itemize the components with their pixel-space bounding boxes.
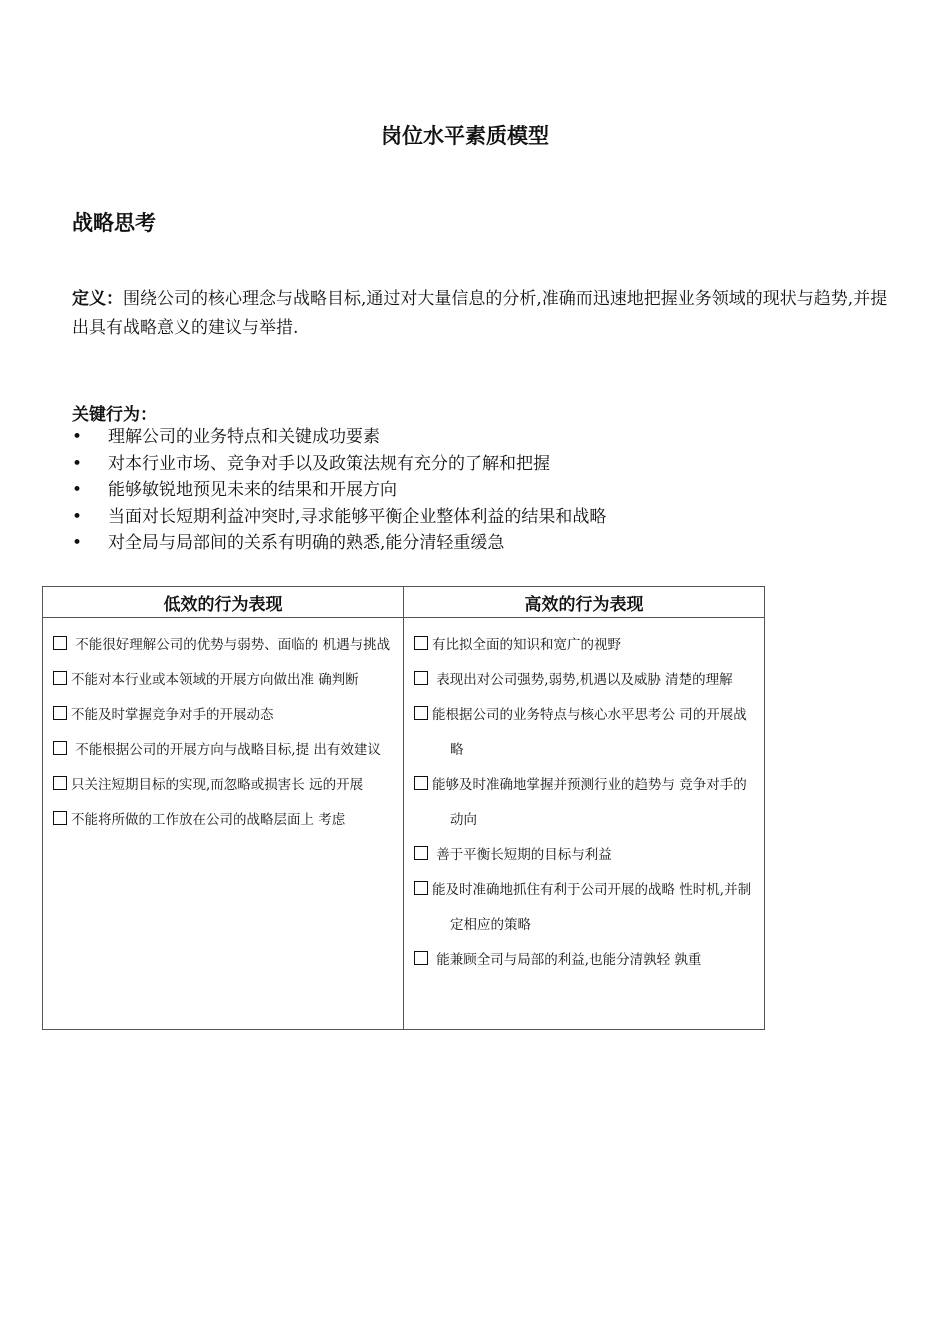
- checkbox-icon: [414, 881, 428, 895]
- list-item: 能及时准确地抓住有利于公司开展的战略 性时机,并制定相应的策略: [404, 873, 764, 943]
- list-item: 只关注短期目标的实现,而忽略或损害长 远的开展: [43, 768, 403, 803]
- high-performance-list: [404, 628, 764, 978]
- checkbox-icon: [53, 776, 67, 790]
- behavior-text: 对全局与局部间的关系有明确的熟悉,能分清轻重缓急: [108, 533, 505, 553]
- bullet-icon: •: [72, 533, 83, 553]
- checkbox-icon: [414, 951, 428, 965]
- behavior-text: 理解公司的业务特点和关键成功要素: [108, 427, 380, 447]
- checkbox-icon: [414, 706, 428, 720]
- document-title: 岗位水平素质模型: [381, 124, 549, 148]
- checkbox-icon: [53, 706, 67, 720]
- checkbox-icon: [53, 636, 67, 650]
- checkbox-icon: [414, 776, 428, 790]
- high-performance-header: 高效的行为表现: [404, 587, 765, 618]
- checkbox-icon: [414, 846, 428, 860]
- list-item: 不能对本行业或本领域的开展方向做出准 确判断: [43, 663, 403, 698]
- list-item: 不能根据公司的开展方向与战略目标,提 出有效建议: [43, 733, 403, 768]
- performance-table: [42, 586, 765, 1030]
- bullet-icon: •: [72, 480, 83, 500]
- table-row: [43, 618, 765, 1030]
- table-header-row: [43, 587, 765, 618]
- section-heading: 战略思考: [72, 211, 156, 235]
- list-item: 不能很好理解公司的优势与弱势、面临的 机遇与挑战: [43, 628, 403, 663]
- definition-paragraph: [72, 285, 902, 343]
- behavior-text: 当面对长短期利益冲突时,寻求能够平衡企业整体利益的结果和战略: [108, 506, 607, 527]
- bullet-icon: •: [72, 453, 83, 474]
- list-item: [72, 424, 606, 451]
- high-performance-cell: [404, 618, 765, 1030]
- checkbox-icon: [53, 741, 67, 755]
- list-item: [72, 477, 606, 504]
- list-item: 善于平衡长短期的目标与利益: [404, 838, 764, 873]
- bullet-icon: •: [72, 506, 83, 527]
- list-item: 不能将所做的工作放在公司的战略层面上 考虑: [43, 803, 403, 838]
- list-item: 不能及时掌握竞争对手的开展动态: [43, 698, 403, 733]
- behavior-text: 能够敏锐地预见未来的结果和开展方向: [108, 480, 397, 500]
- list-item: [72, 504, 606, 531]
- checkbox-icon: [414, 671, 428, 685]
- key-behaviors-label: 关键行为：: [72, 405, 157, 425]
- list-item: 能根据公司的业务特点与核心水平思考公 司的开展战略: [404, 698, 764, 768]
- checkbox-icon: [414, 636, 428, 650]
- bullet-icon: •: [72, 427, 83, 447]
- behavior-text: 对本行业市场、竞争对手以及政策法规有充分的了解和把握: [108, 453, 550, 474]
- low-performance-list: [43, 628, 403, 838]
- definition-text: 围绕公司的核心理念与战略目标,通过对大量信息的分析,准确而迅速地把握业务领域的现状与趋势,并提出具有战略意义的建议与举措.: [72, 289, 888, 338]
- low-performance-cell: [43, 618, 404, 1030]
- list-item: 能够及时准确地掌握并预测行业的趋势与 竞争对手的动向: [404, 768, 764, 838]
- list-item: 有比拟全面的知识和宽广的视野: [404, 628, 764, 663]
- checkbox-icon: [53, 811, 67, 825]
- checkbox-icon: [53, 671, 67, 685]
- list-item: [72, 530, 606, 557]
- key-behaviors-list: [72, 424, 606, 557]
- list-item: [72, 451, 606, 478]
- low-performance-header: 低效的行为表现: [43, 587, 404, 618]
- list-item: 能兼顾全司与局部的利益,也能分清孰轻 孰重: [404, 943, 764, 978]
- list-item: 表现出对公司强势,弱势,机遇以及威胁 清楚的理解: [404, 663, 764, 698]
- definition-label: 定义：: [72, 289, 123, 309]
